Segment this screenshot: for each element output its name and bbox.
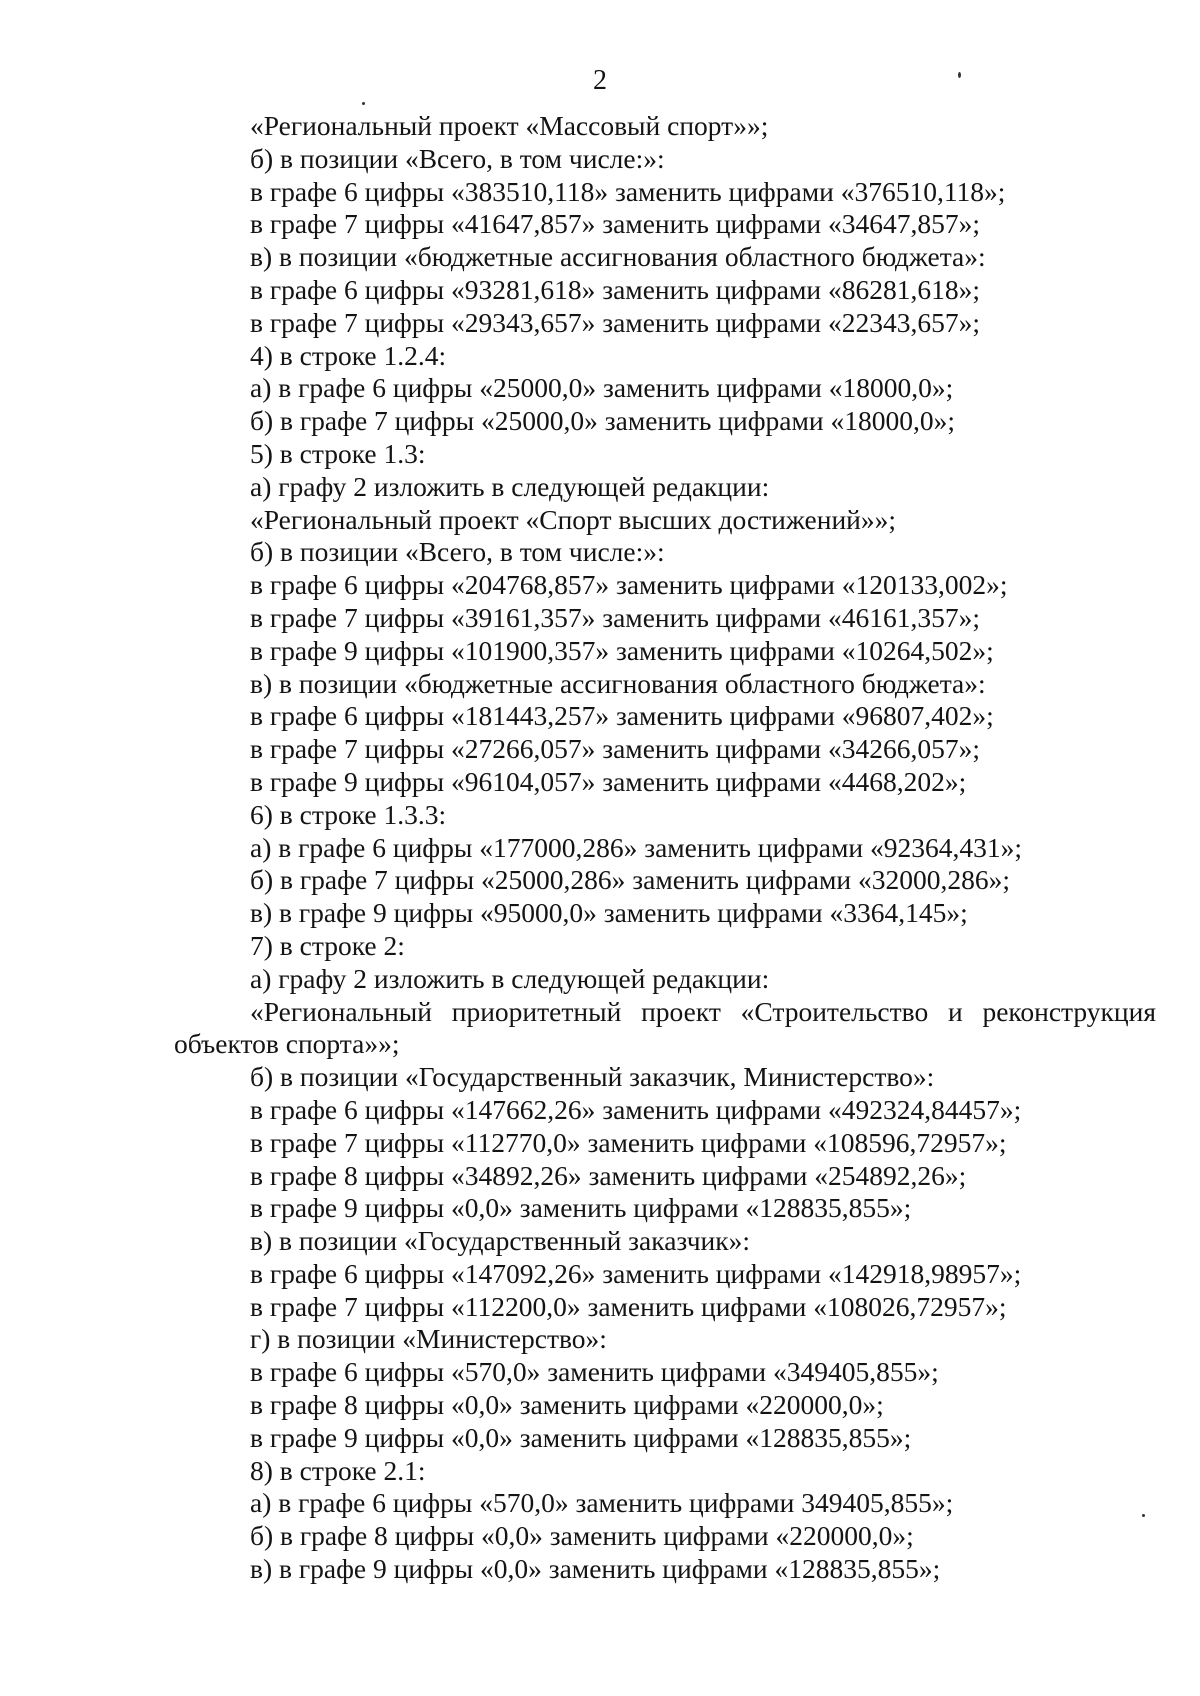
text-line: 7) в строке 2: xyxy=(250,929,405,961)
text-line: в) в графе 9 цифры «95000,0» заменить цифрами «3364,145»; xyxy=(250,897,968,929)
text-line: в) в графе 9 цифры «0,0» заменить цифрами «128835,855»; xyxy=(250,1553,941,1585)
text-line: в графе 7 цифры «27266,057» заменить цифрами «34266,057»; xyxy=(250,733,980,765)
text-line: в графе 6 цифры «181443,257» заменить цифрами «96807,402»; xyxy=(250,700,994,732)
text-line: в графе 8 цифры «34892,26» заменить цифрами «254892,26»; xyxy=(250,1159,967,1191)
text-line: б) в позиции «Государственный заказчик, Министерство»: xyxy=(250,1061,935,1093)
document-body xyxy=(174,110,1156,1586)
text-line: б) в графе 8 цифры «0,0» заменить цифрами «220000,0»; xyxy=(250,1520,914,1552)
text-line: в графе 6 цифры «147092,26» заменить цифрами «142918,98957»; xyxy=(250,1257,1022,1289)
text-line: а) графу 2 изложить в следующей редакции: xyxy=(250,962,770,994)
page-number: 2 xyxy=(593,65,607,96)
text-line: в) в позиции «бюджетные ассигнования областного бюджета»: xyxy=(250,667,986,699)
text-line: а) в графе 6 цифры «25000,0» заменить цифрами «18000,0»; xyxy=(250,372,954,404)
text-line: 5) в строке 1.3: xyxy=(250,437,426,469)
text-line: «Региональный приоритетный проект «Строительство и реконструкция xyxy=(250,995,1156,1027)
text-line: «Региональный проект «Массовый спорт»»; xyxy=(250,110,769,141)
text-line: 4) в строке 1.2.4: xyxy=(250,339,447,371)
text-line: 6) в строке 1.3.3: xyxy=(250,798,447,830)
scan-speck xyxy=(958,72,961,78)
text-line: 8) в строке 2.1: xyxy=(250,1454,426,1486)
text-line: «Региональный проект «Спорт высших достижений»»; xyxy=(250,503,897,535)
text-line: б) в позиции «Всего, в том числе:»: xyxy=(250,536,665,568)
text-line: а) в графе 6 цифры «570,0» заменить цифрами 349405,855»; xyxy=(250,1487,954,1519)
text-line: б) в графе 7 цифры «25000,286» заменить цифрами «32000,286»; xyxy=(250,864,1011,896)
text-line: в графе 9 цифры «101900,357» заменить цифрами «10264,502»; xyxy=(250,634,994,666)
text-line: в графе 6 цифры «204768,857» заменить цифрами «120133,002»; xyxy=(250,569,1008,601)
text-line: а) в графе 6 цифры «177000,286» заменить цифрами «92364,431»; xyxy=(250,831,1022,863)
text-line: в графе 9 цифры «0,0» заменить цифрами «128835,855»; xyxy=(250,1192,912,1224)
text-line: в графе 6 цифры «93281,618» заменить цифрами «86281,618»; xyxy=(250,273,980,305)
scan-speck xyxy=(362,102,365,105)
text-line: в графе 9 цифры «0,0» заменить цифрами «128835,855»; xyxy=(250,1421,912,1453)
text-line: объектов спорта»»; xyxy=(174,1028,400,1060)
text-line: в графе 7 цифры «39161,357» заменить цифрами «46161,357»; xyxy=(250,601,980,633)
text-line: в графе 7 цифры «41647,857» заменить цифрами «34647,857»; xyxy=(250,208,980,240)
text-line: в графе 6 цифры «570,0» заменить цифрами «349405,855»; xyxy=(250,1356,939,1388)
text-line: а) графу 2 изложить в следующей редакции: xyxy=(250,470,770,502)
text-line: б) в графе 7 цифры «25000,0» заменить цифрами «18000,0»; xyxy=(250,405,956,437)
text-line: в графе 7 цифры «29343,657» заменить цифрами «22343,657»; xyxy=(250,306,980,338)
text-line: б) в позиции «Всего, в том числе:»: xyxy=(250,142,665,174)
text-line: в графе 9 цифры «96104,057» заменить цифрами «4468,202»; xyxy=(250,765,967,797)
text-line: в) в позиции «бюджетные ассигнования областного бюджета»: xyxy=(250,241,986,273)
text-line: в графе 8 цифры «0,0» заменить цифрами «220000,0»; xyxy=(250,1389,884,1421)
text-line: в) в позиции «Государственный заказчик»: xyxy=(250,1225,751,1257)
text-line: в графе 6 цифры «147662,26» заменить цифрами «492324,84457»; xyxy=(250,1093,1022,1125)
text-line: г) в позиции «Министерство»: xyxy=(250,1323,607,1355)
text-line: в графе 7 цифры «112770,0» заменить цифрами «108596,72957»; xyxy=(250,1126,1007,1158)
text-line: в графе 7 цифры «112200,0» заменить цифрами «108026,72957»; xyxy=(250,1290,1007,1322)
text-line: в графе 6 цифры «383510,118» заменить цифрами «376510,118»; xyxy=(250,175,1006,207)
